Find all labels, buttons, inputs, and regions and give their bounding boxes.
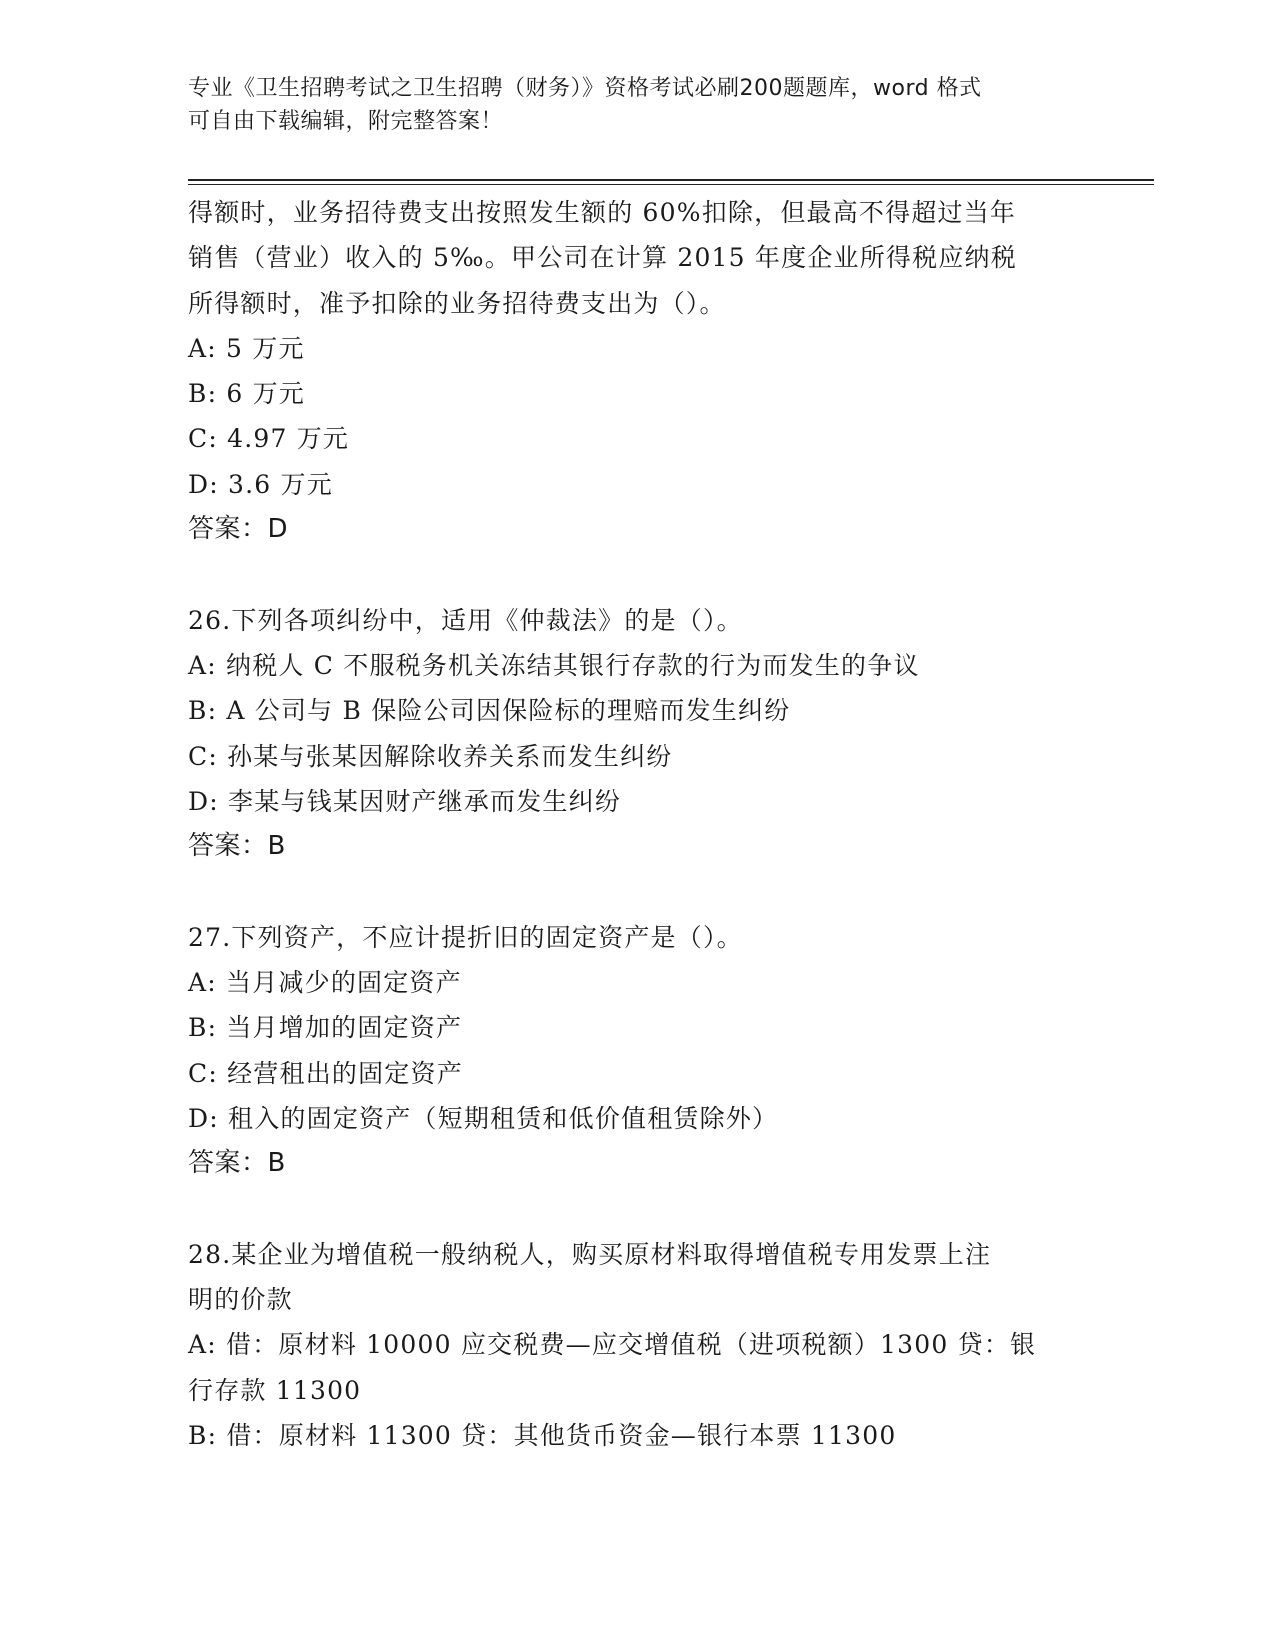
- question-28-option-a-line-1: A: 借：原材料 10000 应交税费—应交增值税（进项税额）1300 贷：银: [188, 1330, 1037, 1360]
- question-28-option-a-line-2: 行存款 11300: [188, 1375, 362, 1405]
- spacer: [188, 1187, 1088, 1232]
- question-26-option-c: C: 孙某与张某因解除收养关系而发生纠纷: [188, 741, 673, 771]
- question-27-option-c: C: 经营租出的固定资产: [188, 1058, 463, 1088]
- question-25-text-line-1: 得额时，业务招待费支出按照发生额的 60%扣除，但最高不得超过当年: [188, 198, 1017, 227]
- spacer: [188, 552, 1088, 597]
- question-28-option-b: B: 借：原材料 11300 贷：其他货币资金—银行本票 11300: [188, 1421, 897, 1451]
- question-25-answer: 答案：D: [188, 514, 289, 545]
- question-28-text-line-2: 明的价款: [188, 1285, 293, 1315]
- question-25-option-c: C: 4.97 万元: [188, 424, 350, 454]
- header-divider-thin: [188, 184, 1154, 185]
- question-27-text: 27.下列资产，不应计提折旧的固定资产是（）。: [188, 922, 743, 952]
- question-25-option-a: A: 5 万元: [188, 333, 305, 363]
- question-27-option-d: D: 租入的固定资产（短期租赁和低价值租赁除外）: [188, 1103, 779, 1133]
- question-26-answer: 答案：B: [188, 831, 286, 862]
- header-title-line-1: 专业《卫生招聘考试之卫生招聘（财务）》资格考试必刷200题题库，word 格式: [188, 76, 982, 101]
- question-25-option-b: B: 6 万元: [188, 379, 305, 409]
- question-28-text-line-1: 28.某企业为增值税一般纳税人，购买原材料取得增值税专用发票上注: [188, 1239, 992, 1269]
- document-header: [188, 72, 1088, 138]
- question-26-option-a: A: 纳税人 C 不服税务机关冻结其银行存款的行为而发生的争议: [188, 650, 920, 680]
- question-27-answer: 答案：B: [188, 1148, 286, 1179]
- question-27-option-a: A: 当月减少的固定资产: [188, 968, 462, 998]
- question-25-option-d: D: 3.6 万元: [188, 469, 333, 499]
- spacer: [188, 869, 1088, 914]
- question-27-option-b: B: 当月增加的固定资产: [188, 1013, 463, 1043]
- question-26-option-d: D: 李某与钱某因财产继承而发生纠纷: [188, 786, 622, 816]
- question-content: [188, 190, 1088, 1458]
- header-title-line-2: 可自由下载编辑，附完整答案！: [188, 109, 504, 134]
- question-26-option-b: B: A 公司与 B 保险公司因保险标的理赔而发生纠纷: [188, 696, 791, 726]
- header-divider-thick: [188, 179, 1154, 181]
- question-25-text-line-3: 所得额时，准予扣除的业务招待费支出为（）。: [188, 288, 726, 318]
- question-26-text: 26.下列各项纠纷中，适用《仲裁法》的是（）。: [188, 605, 743, 635]
- question-25-text-line-2: 销售（营业）收入的 5‰。甲公司在计算 2015 年度企业所得税应纳税: [188, 243, 1017, 273]
